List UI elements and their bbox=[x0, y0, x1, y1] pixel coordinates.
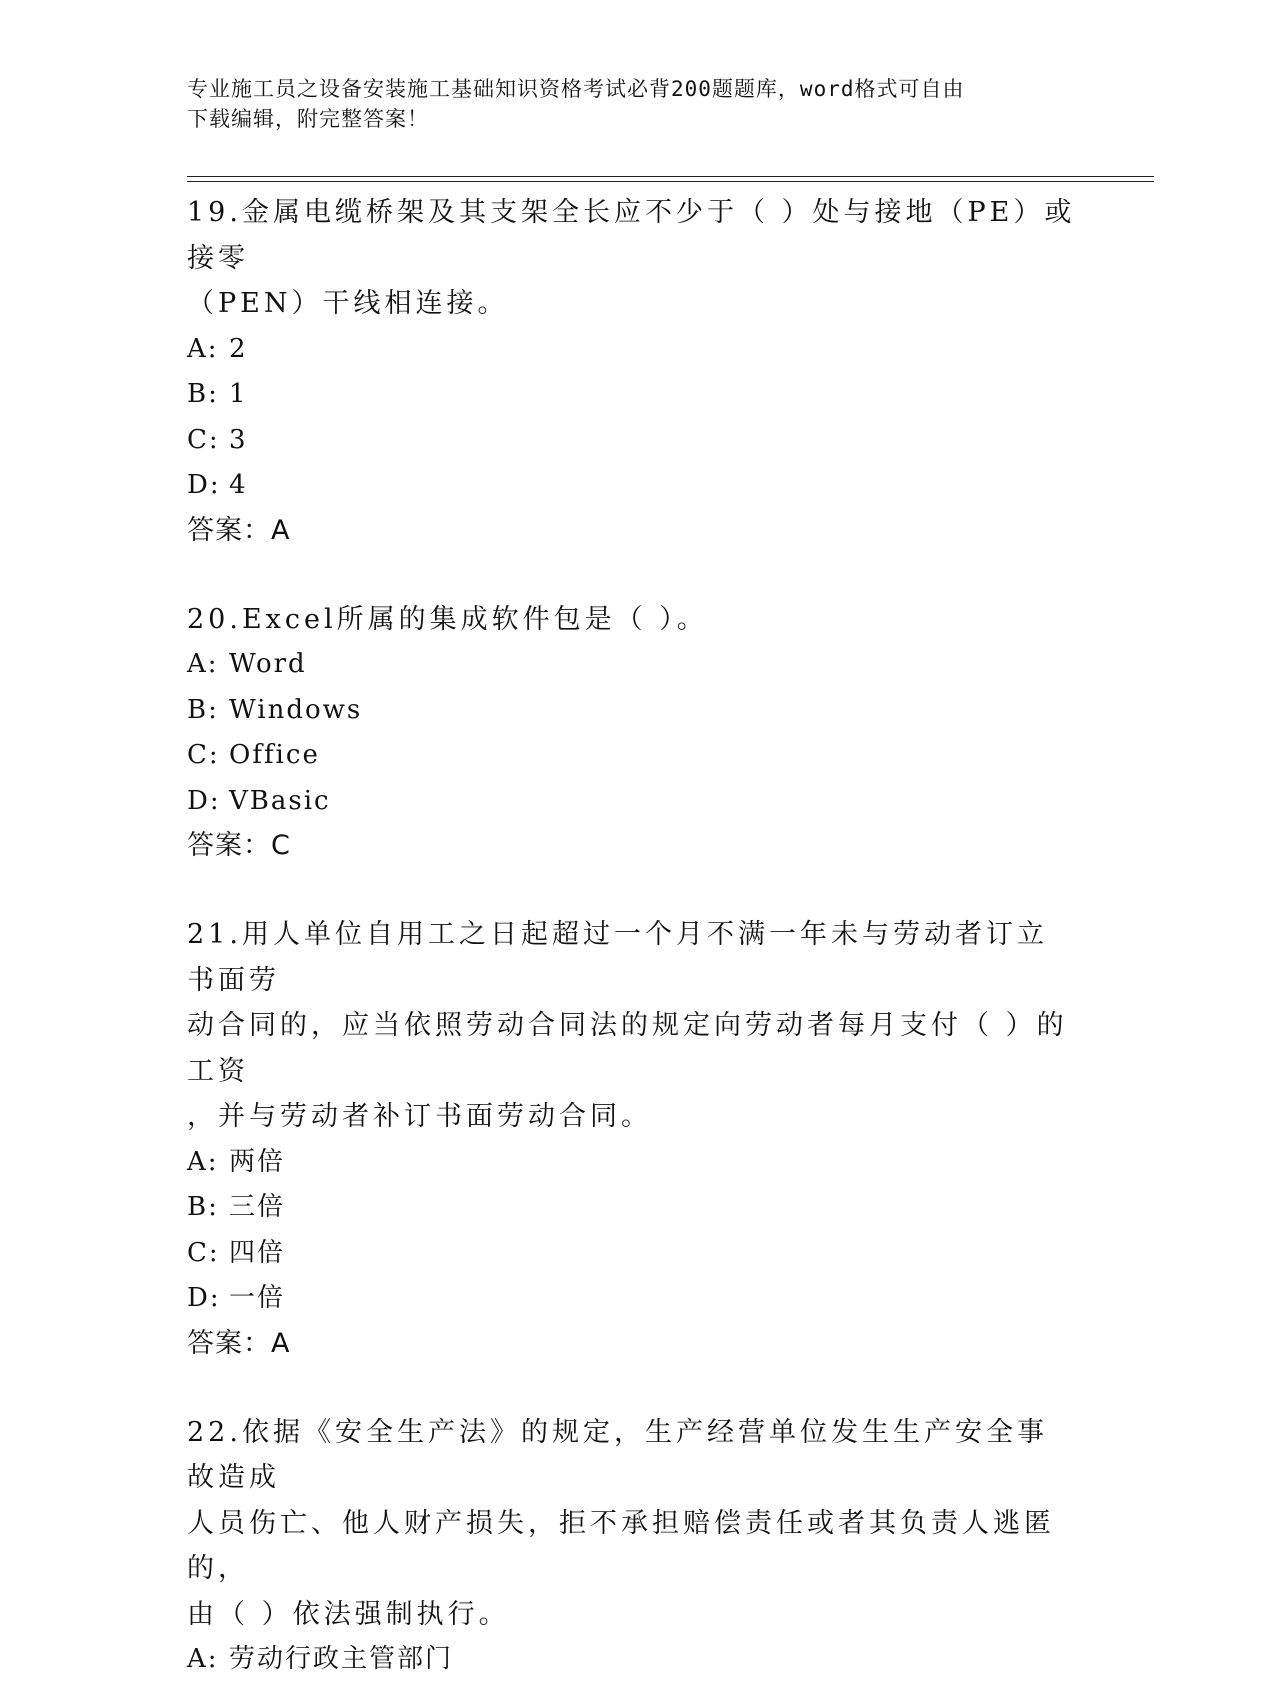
option-text: 四倍 bbox=[229, 1237, 286, 1268]
option-text: 4 bbox=[229, 470, 248, 500]
option-text: 一倍 bbox=[229, 1283, 286, 1313]
option-key: B: bbox=[187, 1192, 219, 1222]
option-b bbox=[187, 372, 1087, 418]
option-key: A: bbox=[187, 333, 219, 364]
question-text-line: ，并与劳动者补订书面劳动合同。 bbox=[187, 1101, 652, 1132]
option-c bbox=[187, 733, 1087, 779]
option-key: A: bbox=[187, 1146, 219, 1177]
option-key: B: bbox=[187, 694, 219, 725]
question-text-line: 20.Excel所属的集成软件包是（ ）。 bbox=[187, 603, 708, 635]
question-text-line: 动合同的，应当依照劳动合同法的规定向劳动者每月支付（ ）的工资 bbox=[187, 1010, 1068, 1087]
option-key: A: bbox=[187, 649, 219, 679]
option-b bbox=[187, 688, 1087, 734]
header-line-1: 专业施工员之设备安装施工基础知识资格考试必背200题题库，word格式可自由 bbox=[187, 77, 965, 101]
document-header bbox=[187, 74, 1067, 134]
option-key: D: bbox=[187, 470, 221, 500]
option-text: 两倍 bbox=[229, 1146, 286, 1177]
answer-line: 答案：A bbox=[187, 514, 291, 546]
option-d bbox=[187, 779, 1087, 825]
option-key: D: bbox=[187, 785, 221, 816]
question-spacer bbox=[187, 1365, 1087, 1410]
option-text: VBasic bbox=[229, 785, 331, 816]
option-a bbox=[187, 1637, 1087, 1683]
option-key: C: bbox=[187, 1237, 220, 1268]
header-divider-bottom bbox=[187, 181, 1154, 182]
option-a bbox=[187, 642, 1087, 688]
option-text: Word bbox=[229, 649, 307, 679]
question-text-line: 19.金属电缆桥架及其支架全长应不少于（ ）处与接地（PE）或接零 bbox=[187, 197, 1076, 274]
option-key: C: bbox=[187, 740, 220, 770]
option-text: 2 bbox=[229, 333, 248, 364]
option-key: B: bbox=[187, 379, 219, 409]
option-c bbox=[187, 418, 1087, 464]
option-text: 三倍 bbox=[229, 1192, 286, 1222]
question-spacer bbox=[187, 552, 1087, 597]
question-text-line: （PEN）干线相连接。 bbox=[187, 288, 509, 319]
option-key: D: bbox=[187, 1283, 221, 1313]
option-text: Windows bbox=[229, 694, 363, 725]
option-text: 劳动行政主管部门 bbox=[229, 1644, 454, 1674]
question-19 bbox=[187, 190, 1087, 552]
option-d bbox=[187, 1276, 1087, 1322]
answer-line: 答案：A bbox=[187, 1327, 291, 1359]
option-key: C: bbox=[187, 424, 220, 455]
header-line-2: 下载编辑，附完整答案！ bbox=[187, 107, 429, 131]
option-a bbox=[187, 1140, 1087, 1186]
answer-line: 答案：C bbox=[187, 830, 291, 861]
option-text: 1 bbox=[229, 379, 248, 409]
option-d bbox=[187, 463, 1087, 509]
question-list bbox=[187, 190, 1087, 1683]
question-22 bbox=[187, 1410, 1087, 1683]
option-c bbox=[187, 1231, 1087, 1277]
option-key: A: bbox=[187, 1644, 219, 1674]
question-text-line: 22.依据《安全生产法》的规定，生产经营单位发生生产安全事故造成 bbox=[187, 1416, 1048, 1493]
option-b bbox=[187, 1185, 1087, 1231]
question-text-line: 由（ ）依法强制执行。 bbox=[187, 1598, 510, 1630]
question-20 bbox=[187, 597, 1087, 868]
question-text-line: 人员伤亡、他人财产损失，拒不承担赔偿责任或者其负责人逃匿的， bbox=[187, 1507, 1055, 1584]
option-text: Office bbox=[229, 740, 320, 770]
question-21 bbox=[187, 912, 1087, 1365]
option-text: 3 bbox=[229, 424, 248, 455]
option-a bbox=[187, 327, 1087, 373]
question-spacer bbox=[187, 867, 1087, 912]
question-text-line: 21.用人单位自用工之日起超过一个月不满一年未与劳动者订立书面劳 bbox=[187, 919, 1048, 996]
header-divider-top bbox=[187, 176, 1154, 177]
